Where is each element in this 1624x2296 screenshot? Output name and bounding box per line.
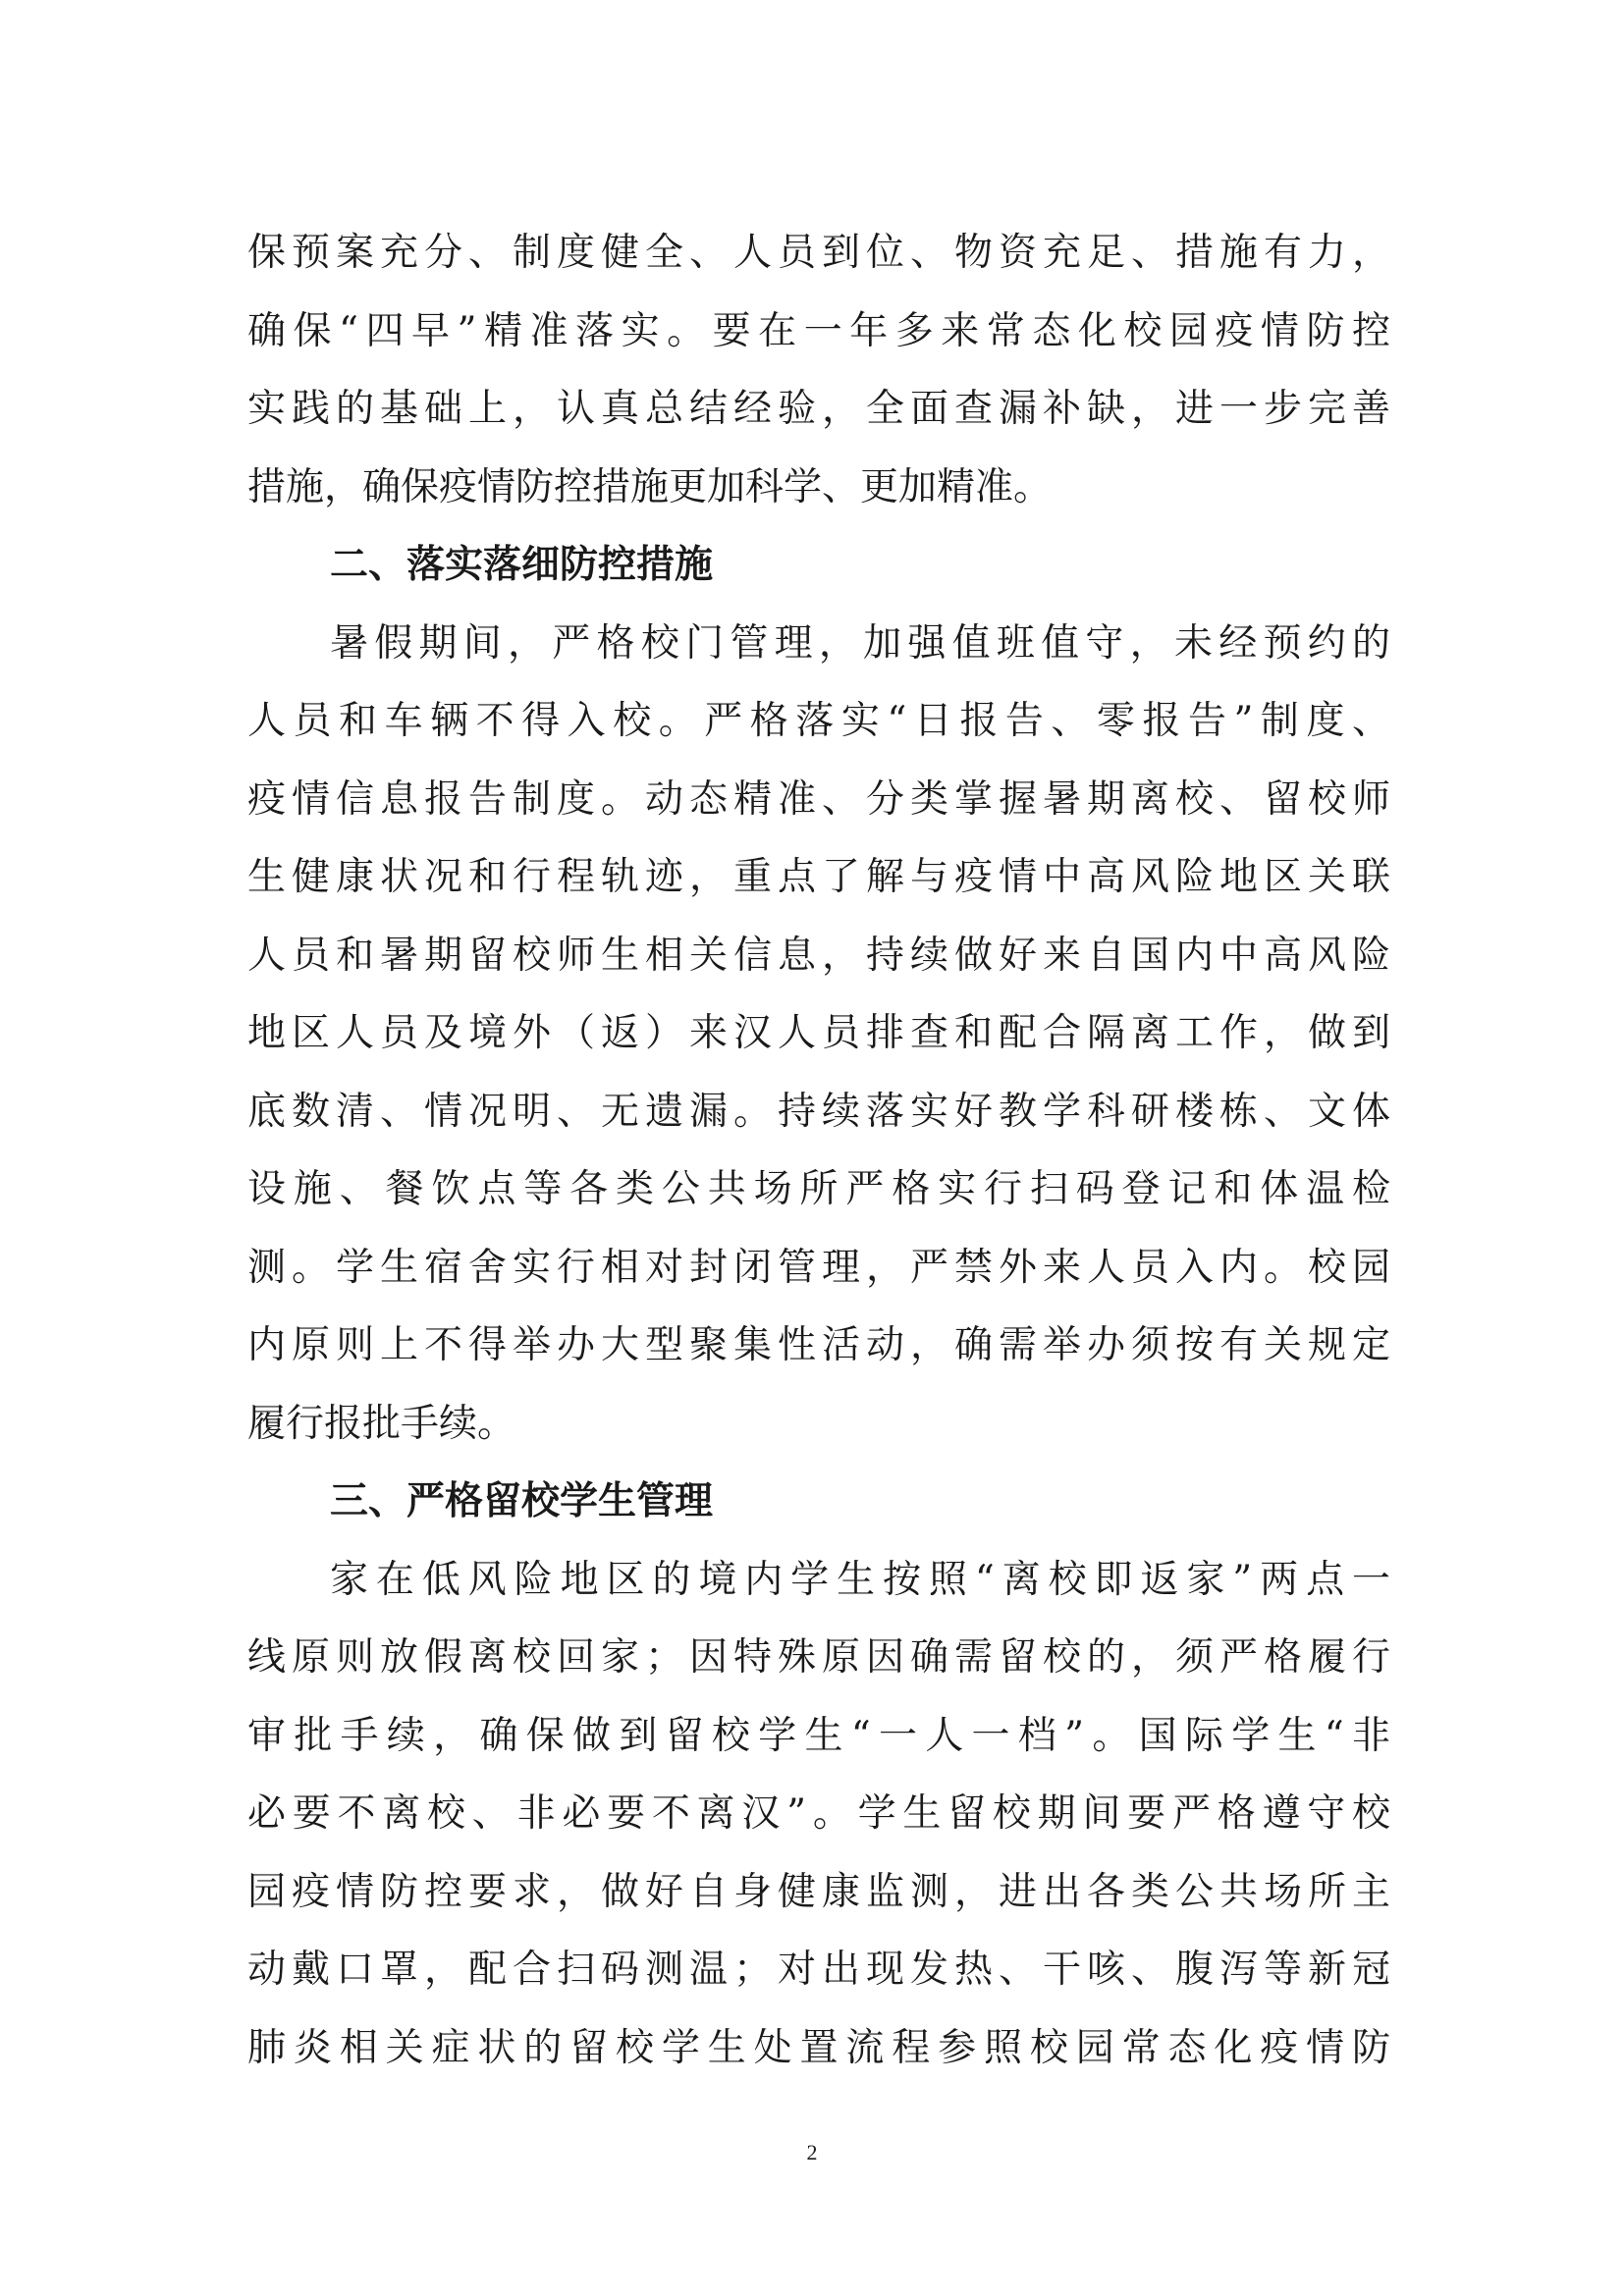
paragraph-line: 人员和车辆不得入校。严格落实“日报告、零报告”制度、: [247, 699, 1390, 743]
paragraph-line: 家在低风险地区的境内学生按照“离校即返家”两点一: [330, 1557, 1390, 1602]
paragraph-line: 内原则上不得举办大型聚集性活动，确需举办须按有关规定: [247, 1323, 1390, 1367]
paragraph-line: 底数清、情况明、无遗漏。持续落实好教学科研楼栋、文体: [247, 1089, 1390, 1134]
paragraph-line: 履行报批手续。: [247, 1401, 516, 1446]
paragraph-line: 实践的基础上，认真总结经验，全面查漏补缺，进一步完善: [247, 387, 1390, 431]
paragraph-line: 疫情信息报告制度。动态精准、分类掌握暑期离校、留校师: [247, 776, 1390, 822]
paragraph-line: 审批手续，确保做到留校学生“一人一档”。国际学生“非: [247, 1713, 1390, 1758]
paragraph-line: 暑假期间，严格校门管理，加强值班值守，未经预约的: [330, 620, 1390, 666]
paragraph-line: 设施、餐饮点等各类公共场所严格实行扫码登记和体温检: [247, 1167, 1390, 1211]
paragraph-line: 肺炎相关症状的留校学生处置流程参照校园常态化疫情防: [247, 2025, 1390, 2070]
paragraph-line: 动戴口罩，配合扫码测温；对出现发热、干咳、腹泻等新冠: [247, 1948, 1390, 1992]
section-heading-3: 三、严格留校学生管理: [330, 1479, 714, 1523]
paragraph-line: 确保“四早”精准落实。要在一年多来常态化校园疫情防控: [247, 308, 1390, 353]
paragraph-line: 必要不离校、非必要不离汉”。学生留校期间要严格遵守校: [247, 1791, 1390, 1836]
body-text: [247, 214, 1390, 2087]
section-heading-2: 二、落实落细防控措施: [330, 543, 714, 587]
paragraph-line: 保预案充分、制度健全、人员到位、物资充足、措施有力，: [247, 231, 1390, 275]
paragraph-line: 人员和暑期留校师生相关信息，持续做好来自国内中高风险: [247, 933, 1390, 978]
paragraph-line: 线原则放假离校回家；因特殊原因确需留校的，须严格履行: [247, 1635, 1390, 1680]
page-number: 2: [806, 2140, 818, 2164]
paragraph-line: 测。学生宿舍实行相对封闭管理，严禁外来人员入内。校园: [247, 1245, 1390, 1290]
paragraph-line: 地区人员及境外（返）来汉人员排查和配合隔离工作，做到: [247, 1011, 1390, 1055]
paragraph-line: 生健康状况和行程轨迹，重点了解与疫情中高风险地区关联: [247, 855, 1390, 899]
paragraph-line: 园疫情防控要求，做好自身健康监测，进出各类公共场所主: [247, 1869, 1390, 1914]
paragraph-line: 措施，确保疫情防控措施更加科学、更加精准。: [247, 464, 1053, 509]
